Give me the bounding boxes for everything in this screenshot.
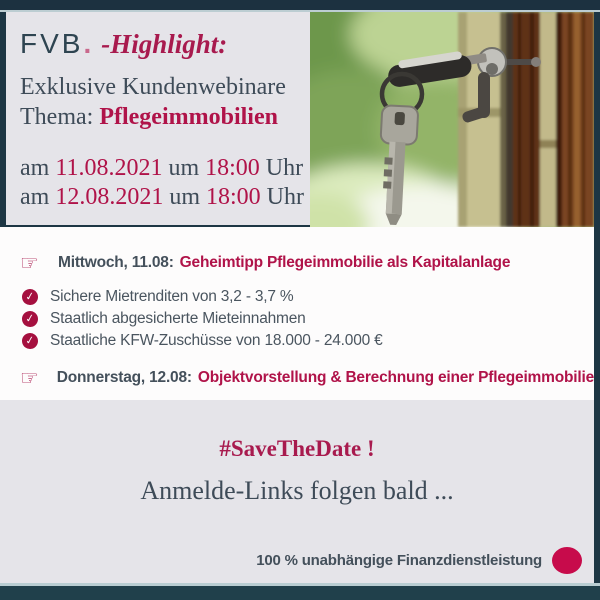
agenda-day1-row bbox=[20, 251, 594, 275]
registration-note: Anmelde-Links folgen bald ... bbox=[140, 476, 454, 505]
bullet-row-3 bbox=[20, 330, 594, 352]
thema-value: Pflegeimmobilien bbox=[99, 104, 278, 130]
brand-circle-badge bbox=[552, 547, 582, 574]
date2-suffix: Uhr bbox=[266, 183, 304, 210]
hero-section bbox=[0, 12, 594, 227]
hero-text-panel bbox=[6, 12, 310, 225]
date1-time: 18:00 bbox=[205, 155, 260, 181]
date1-prefix: am bbox=[20, 155, 50, 181]
day2-label: Donnerstag, 12.08: bbox=[56, 369, 192, 386]
brand-line bbox=[20, 28, 306, 60]
check-icon: ✓ bbox=[21, 310, 39, 328]
tagline-row bbox=[256, 547, 582, 574]
thema-line bbox=[20, 102, 306, 132]
webinar-title: Exklusive Kundenwebinare bbox=[20, 74, 286, 100]
door-wood bbox=[458, 12, 594, 227]
tagline-text: 100 % unabhängige Finanzdienstleistung bbox=[256, 552, 542, 569]
bullet-text-1: Sichere Mietrenditen von 3,2 - 3,7 % bbox=[50, 288, 294, 305]
bottom-border-bar bbox=[0, 583, 600, 600]
date2-time: 18:00 bbox=[206, 183, 261, 210]
pointing-hand-icon: ☞ bbox=[20, 250, 39, 275]
bullet-text-2: Staatlich abgesicherte Mieteinnahmen bbox=[50, 310, 306, 327]
date2-prefix: am bbox=[20, 183, 50, 210]
top-border-bar bbox=[0, 0, 600, 12]
check-icon: ✓ bbox=[21, 332, 39, 350]
agenda-section bbox=[0, 227, 594, 400]
bullet-row-1 bbox=[20, 286, 594, 308]
highlight-label: -Highlight: bbox=[101, 29, 228, 59]
bullet-text-3: Staatliche KFW-Zuschüsse von 18.000 - 24.000 € bbox=[50, 332, 383, 349]
keys-in-door-photo bbox=[310, 12, 594, 227]
agenda-day2-row bbox=[20, 366, 594, 390]
date1-date: 11.08.2021 bbox=[55, 155, 163, 181]
day1-title: Geheimtipp Pflegeimmobilie als Kapitalanlage bbox=[179, 254, 511, 271]
pointing-hand-icon: ☞ bbox=[20, 365, 39, 390]
footer-section bbox=[0, 400, 594, 586]
save-the-date-text: #SaveTheDate ! bbox=[219, 436, 375, 461]
check-icon: ✓ bbox=[21, 288, 39, 306]
brand-logo-dot: . bbox=[83, 28, 92, 59]
day1-label: Mittwoch, 11.08: bbox=[58, 254, 174, 271]
date1-mid: um bbox=[168, 155, 200, 181]
date-line-2 bbox=[20, 183, 306, 212]
brand-logo: FVB bbox=[20, 28, 84, 59]
bullet-row-2 bbox=[20, 308, 594, 330]
date1-suffix: Uhr bbox=[265, 155, 304, 181]
date2-date: 12.08.2021 bbox=[55, 183, 164, 210]
thema-label: Thema: bbox=[20, 104, 94, 130]
date2-mid: um bbox=[169, 183, 200, 210]
keys-in-door-illustration bbox=[310, 12, 594, 227]
day2-title: Objektvorstellung & Berechnung einer Pflegeimmobilie bbox=[197, 369, 594, 386]
date-line-1 bbox=[20, 154, 306, 183]
